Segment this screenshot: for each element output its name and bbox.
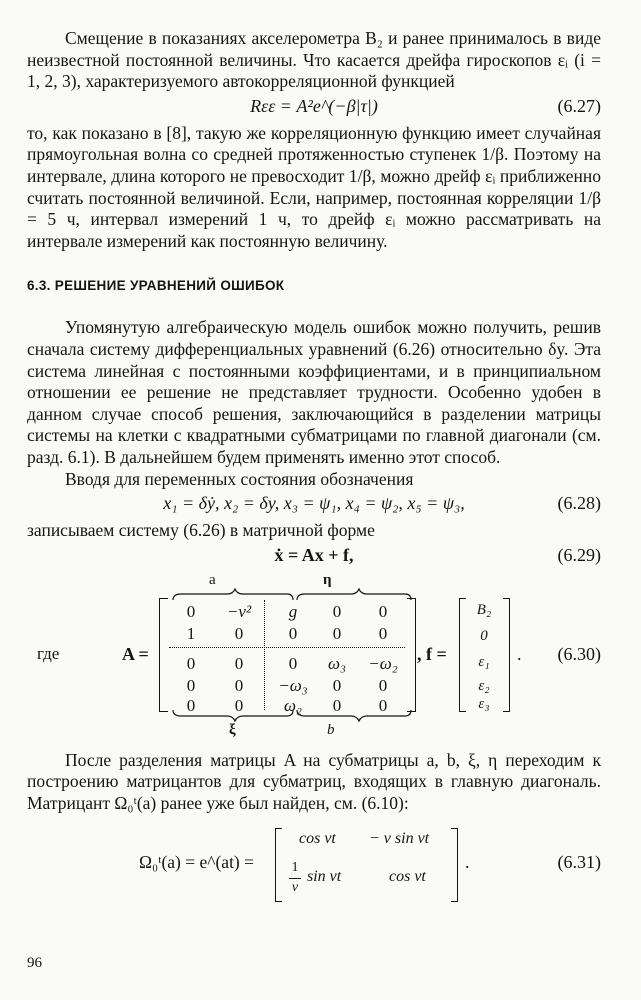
omega-m21-fraction-bar [289,878,301,879]
matrix-a-cell: −ν² [226,601,252,621]
equation-6-30 [27,572,601,744]
matrix-a-cell: −ω₃ [278,675,308,695]
equation-6-31 [27,824,601,908]
equation-6-29-formula: ẋ = Ax + f, [274,544,354,565]
label-eta: η [323,571,332,588]
matrix-a-cell: 0 [378,675,388,695]
matrix-horizontal-partition [169,647,405,648]
matrix-a-cell: 0 [378,623,388,643]
where-label: где [37,643,60,663]
omega-m12: − ν sin νt [369,830,430,848]
matrix-a-cell: 0 [288,623,298,643]
matrix-a-cell: 0 [186,675,196,695]
equation-6-30-dot: . [517,643,522,664]
omega-m21: sin νt [307,868,342,886]
matrix-a-cell: 0 [186,601,196,621]
paragraph-4: Вводя для переменных состояния обозначения [65,468,414,489]
page-number: 96 [27,955,42,971]
bottom-braces [169,708,414,722]
label-a: a [209,571,216,588]
matrix-a-cell: 0 [288,653,298,673]
matrix-vertical-partition [264,600,265,710]
paragraph-1: Смещение в показаниях акселерометра B₂ и ранее принималось в виде неизвестной постоянной величины. Что касается дрейфа гироскопов εᵢ (i = 1, 2, 3), характеризуемого автокорреляционной функцией [27,28,601,92]
matrix-a-cell: 1 [186,623,196,643]
matrix-a-cell: g [288,601,298,621]
matrix-a-cell: 0 [234,623,244,643]
matrix-a-lhs: A = [122,643,149,664]
matrix-a-cell: 0 [234,653,244,673]
matrix-a-cell: 0 [332,675,342,695]
matrix-a-left-bracket [159,598,168,712]
matrix-a-cell: 0 [234,675,244,695]
omega-m11: cos νt [299,830,336,848]
omega-m21-numerator: 1 [291,860,299,876]
f-right-bracket [503,598,510,712]
matrix-a-cell: ω₂ [284,695,302,715]
label-b: b [327,721,335,738]
equation-6-31-dot: . [465,852,470,873]
paragraph-6: После разделения матрицы A на субматрицы a, b, ξ, η переходим к построению матрицантов для субматриц, входящих в главную диагональ. Матрицант Ω₀ᵗ(a) ранее уже был найден, см. (6.10): [27,749,601,813]
matrix-a-cell: 0 [234,695,244,715]
equation-6-31-lhs: Ω₀ᵗ(a) = e^(at) = [139,852,255,873]
matrix-a-cell: −ω₂ [368,653,398,673]
omega-m22: cos νt [389,868,426,886]
matrix-a-cell: 0 [186,695,196,715]
matrix-a-cell: 0 [332,623,342,643]
top-braces [169,588,414,602]
matrix-omega-right-bracket [451,828,458,902]
f-vector-cell: ε₁ [478,653,490,670]
label-xi: ξ [229,721,236,738]
matrix-a-right-bracket [407,598,416,712]
matrix-a-cell: 0 [332,601,342,621]
matrix-a-cell: 0 [186,653,196,673]
matrix-a-cell: 0 [332,695,342,715]
matrix-omega-left-bracket [275,828,282,902]
equation-6-30-number: (6.30) [557,643,601,664]
equation-6-28 [27,490,601,520]
equation-6-27 [27,93,601,123]
equation-6-28-number: (6.28) [557,493,601,514]
section-heading: 6.3. РЕШЕНИЕ УРАВНЕНИЙ ОШИБОК [27,278,285,294]
f-vector-cell: ε₃ [478,695,490,712]
paragraph-2: то, как показано в [8], такую же корреляционную функцию имеет случайная прямоугольная волна со средней протяженностью ступенек 1/β. Поэтому на интервале, длина которого не превосходит 1/β, можно дрейф εᵢ приближенно считать постоянной величиной. Если, например, постоянная корреляции 1/β = 5 ч, интервал измерений 1 ч, то дрейф εᵢ можно рассматривать на интервале измерений как постоянную величину. [27,122,601,251]
f-vector-lhs: , f = [417,643,447,664]
equation-6-27-number: (6.27) [557,95,601,116]
equation-6-31-number: (6.31) [557,852,601,873]
f-vector-cell: B₂ [476,601,492,618]
equation-6-29-number: (6.29) [557,544,601,565]
matrix-a-cell: ω₃ [328,653,346,673]
equation-6-29 [27,542,601,572]
f-vector-cell: ε₂ [478,677,490,694]
matrix-a-cell: 0 [378,601,388,621]
equation-6-27-formula: Rεε = A²e^(−β|τ|) [250,95,378,116]
omega-m21-denominator: ν [291,880,299,896]
paragraph-5: записываем систему (6.26) в матричной форме [27,520,375,541]
f-vector-cell: 0 [480,627,488,644]
matrix-a-cell: 0 [378,695,388,715]
paragraph-3: Упомянутую алгебраическую модель ошибок можно получить, решив сначала систему дифференциальных уравнений (6.26) относительно δy. Эта система линейная с постоянными коэффициентами, и в принципиальном отношении ее решение не представляет трудности. Особенно удобен в данном случае способ решения, заключающийся в разделении матрицы системы на клетки с квадратными субматрицами по главной диагонали (см. разд. 6.1). В дальнейшем будем применять именно этот способ. [27,317,601,467]
equation-6-28-formula: x₁ = δẏ, x₂ = δy, x₃ = ψ₁, x₄ = ψ₂, x₅ = ψ₃, [163,493,465,514]
page-body [27,28,601,908]
